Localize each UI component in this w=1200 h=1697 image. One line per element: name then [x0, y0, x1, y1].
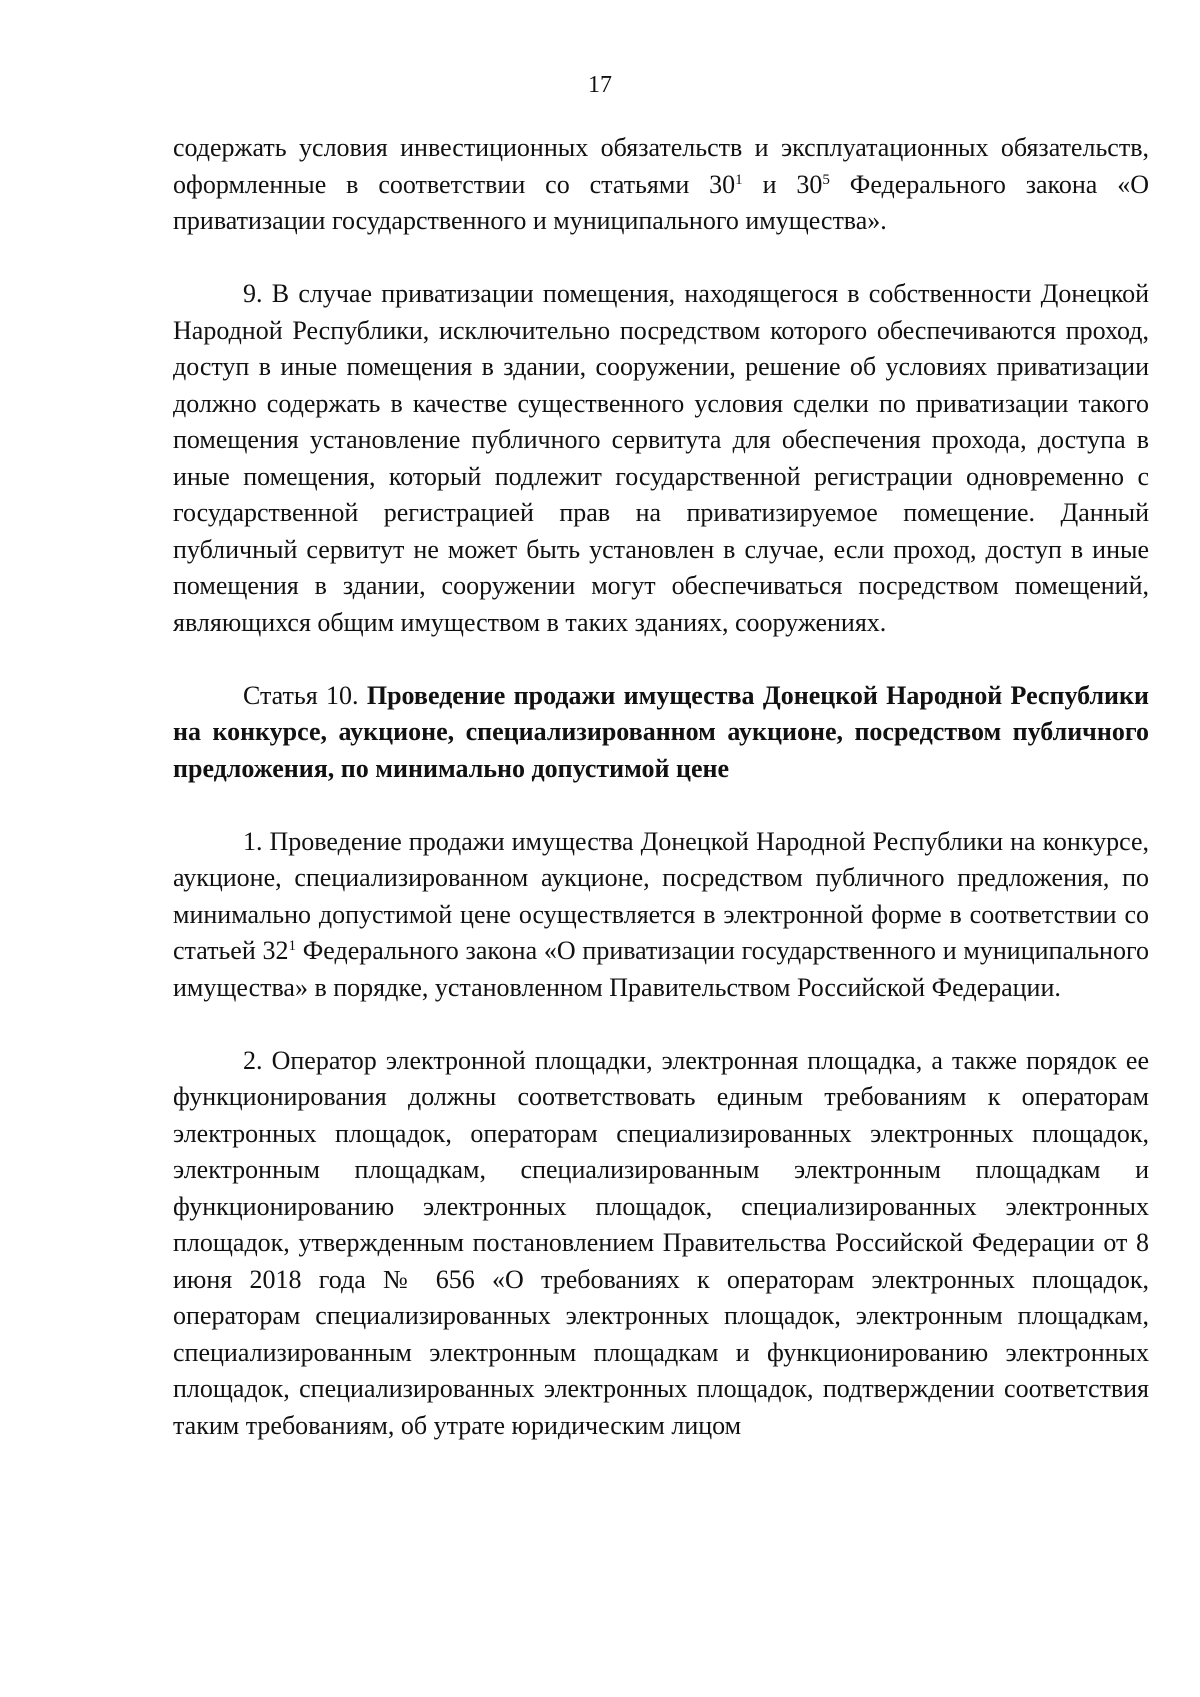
paragraph-intro-text-a: содержать условия инвестиционных обязательств и эксплуатационных обязательств, оформленные в соответствии со статьями 30	[173, 133, 1149, 199]
article-10-title: Проведение продажи имущества Донецкой Народной Республики на конкурсе, аукционе, специализированном аукционе, посредством публичного предложения, по минимально допустимой цене	[173, 680, 1149, 783]
document-body	[173, 130, 1149, 1444]
page-number: 17	[588, 72, 612, 98]
paragraph-intro-text-b: и 30	[742, 169, 823, 199]
article-10-label: Статья 10.	[243, 680, 367, 710]
superscript: 1	[735, 171, 743, 188]
article-10-heading	[173, 678, 1149, 788]
paragraph-intro	[173, 130, 1149, 240]
paragraph-10-1-text-a: 1. Проведение продажи имущества Донецкой Народной Республики на конкурсе, аукционе, специализированном аукционе, посредством публичного предложения, по минимально допустимой цене осуществляется в электронной форме в соответствии со статьей 32	[173, 826, 1149, 965]
paragraph-10-1	[173, 824, 1149, 1007]
superscript: 1	[288, 938, 297, 954]
paragraph-9: 9. В случае приватизации помещения, находящегося в собственности Донецкой Народной Республики, исключительно посредством которого обеспечиваются проход, доступ в иные помещения в здании, сооружении, решение об условиях приватизации должно содержать в качестве существенного условия сделки по приватизации такого помещения установление публичного сервитута для обеспечения прохода, доступа в иные помещения, который подлежит государственной регистрации одновременно с государственной регистрацией прав на приватизируемое помещение. Данный публичный сервитут не может быть установлен в случае, если проход, доступ в иные помещения в здании, сооружении могут обеспечиваться посредством помещений, являющихся общим имуществом в таких зданиях, сооружениях.	[173, 279, 1149, 637]
paragraph-10-1-text-b: Федерального закона «О приватизации государственного и муниципального имущества» в порядке, установленном Правительством Российской Федерации.	[173, 936, 1149, 1002]
paragraph-10-2: 2. Оператор электронной площадки, электронная площадка, а также порядок ее функционирования должны соответствовать единым требованиям к операторам электронных площадок, операторам специализированных электронных площадок, электронным площадкам, специализированным электронным площадкам и функционированию электронных площадок, специализированных электронных площадок, утвержденным постановлением Правительства Российской Федерации от 8 июня 2018 года № 656 «О требованиях к операторам электронных площадок, операторам специализированных электронных площадок, электронным площадкам, специализированным электронным площадкам и функционированию электронных площадок, специализированных электронных площадок, подтверждении соответствия таким требованиям, об утрате юридическим лицом	[173, 1045, 1149, 1440]
superscript: 5	[822, 171, 830, 188]
paragraph-intro-text-c: Федерального закона «О приватизации государственного и муниципального имущества».	[173, 169, 1149, 235]
